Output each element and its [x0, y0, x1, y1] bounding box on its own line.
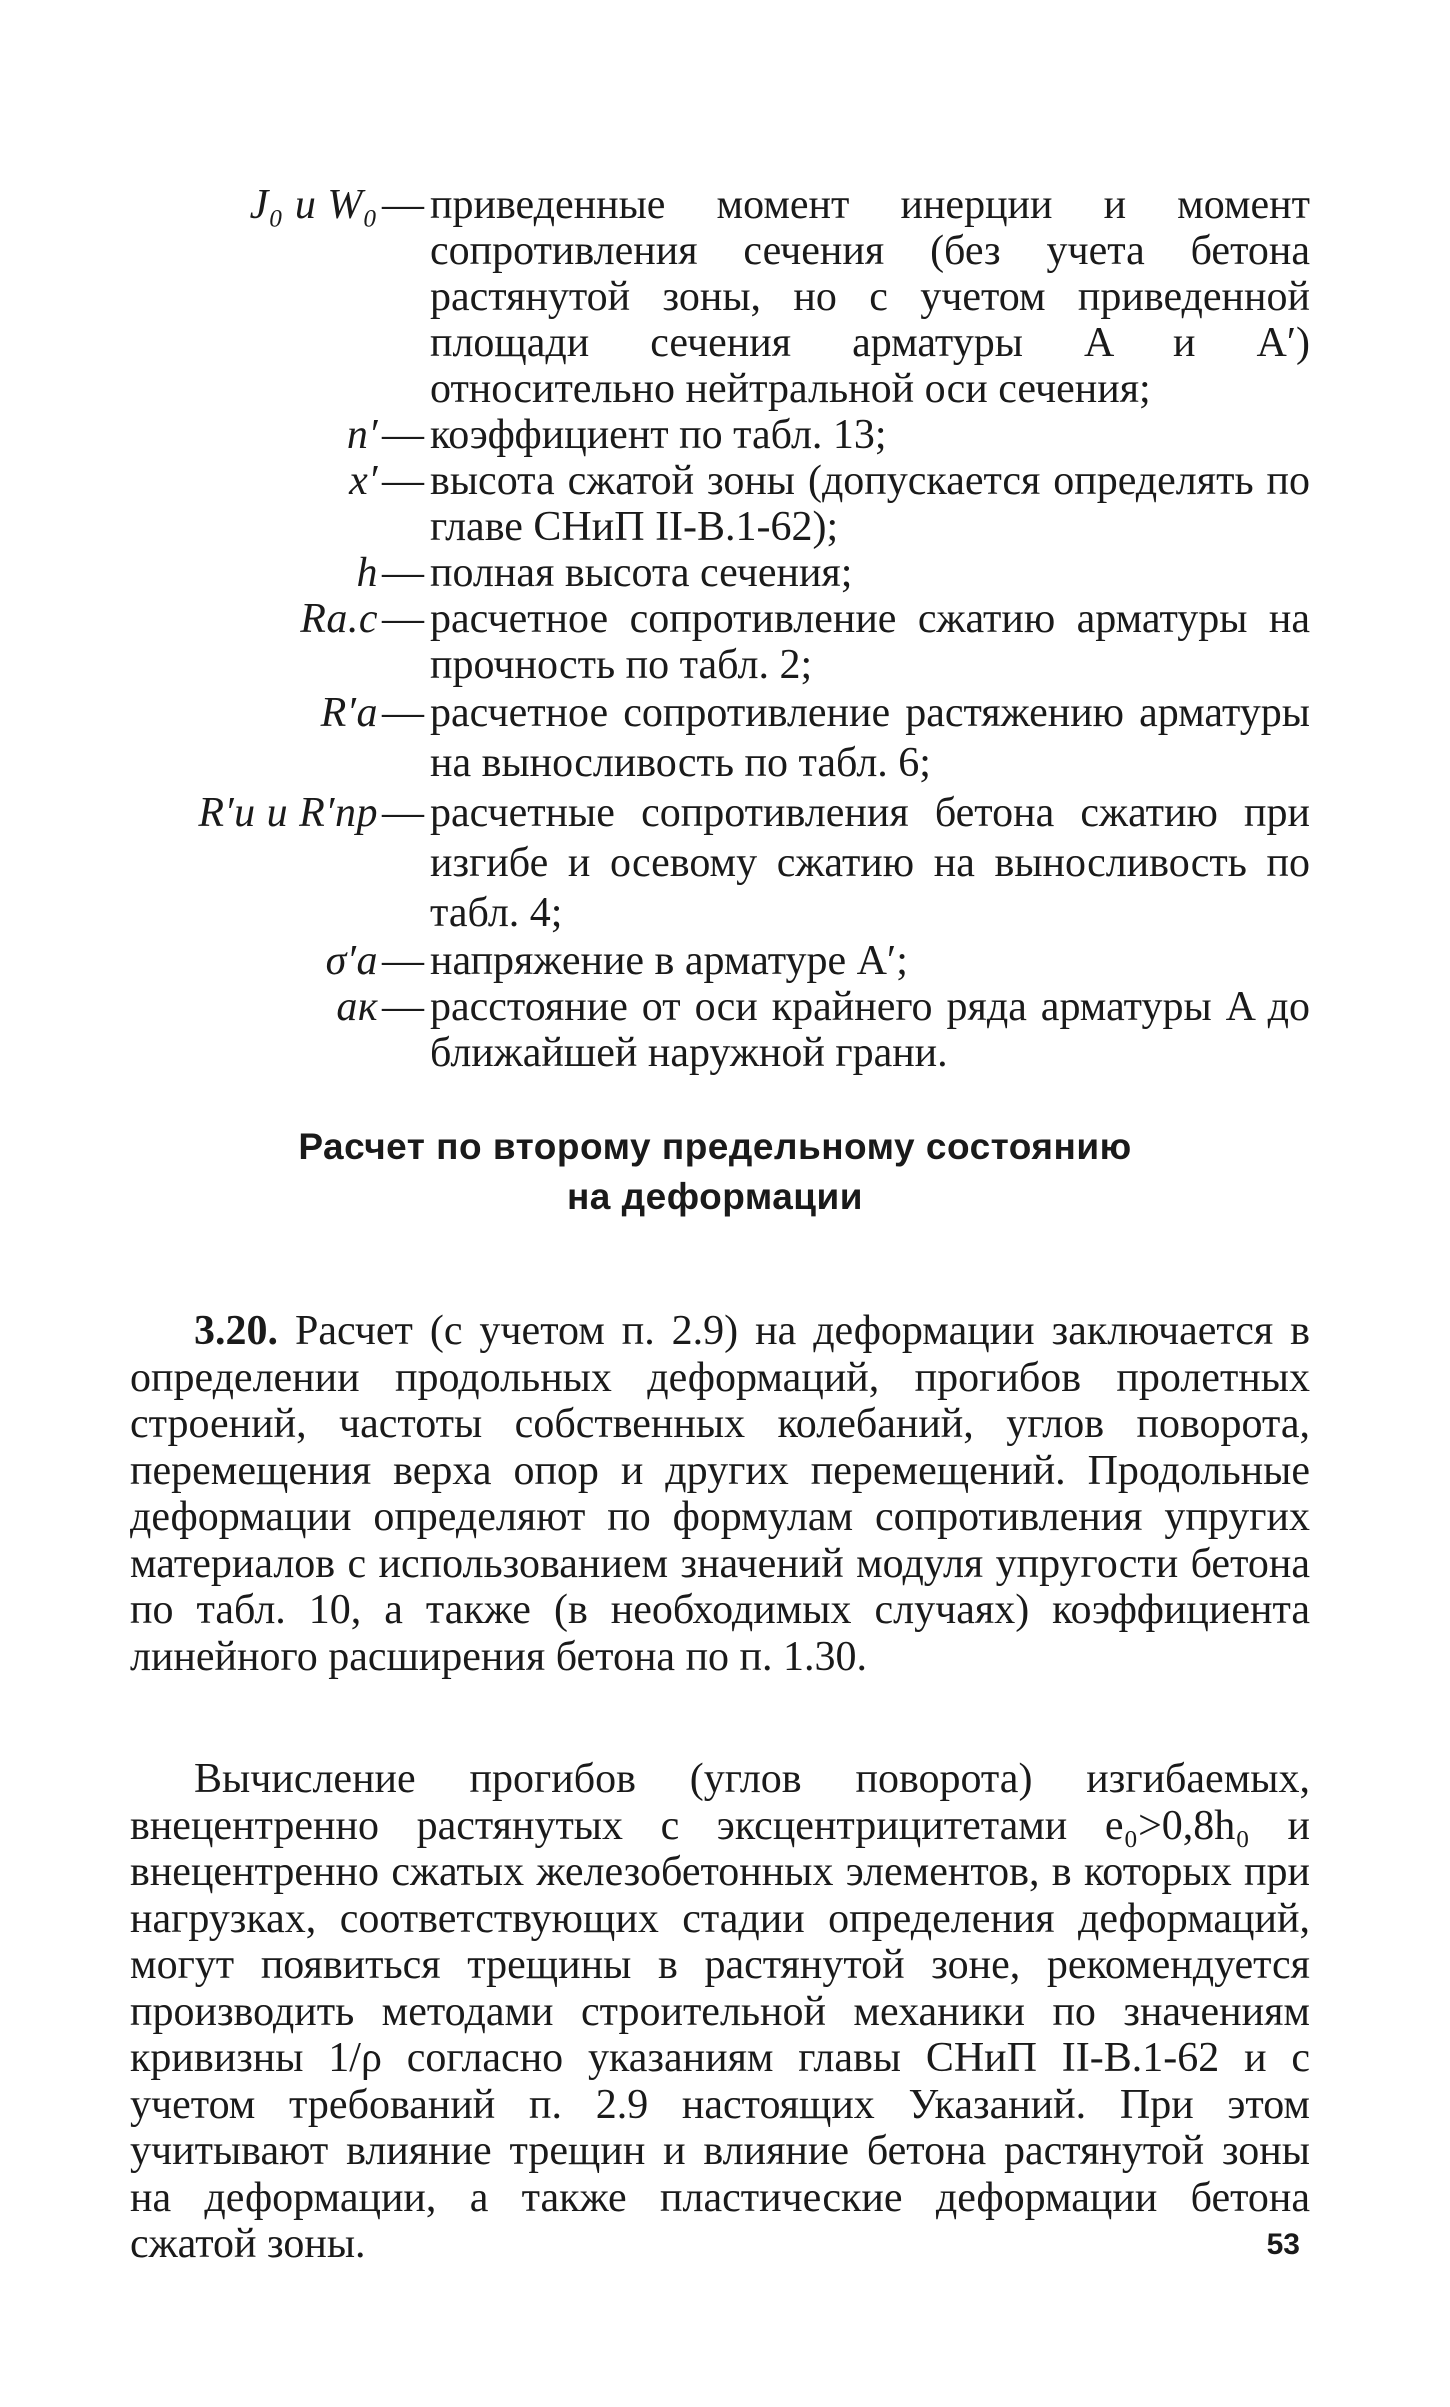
definition-item: [120, 550, 1310, 596]
definition-item: [120, 938, 1310, 984]
definition-term: Rа.с: [300, 596, 378, 642]
paragraph-text: Вычисление прогибов (углов поворота) изгибаемых, внецентренно растянутых с эксцентрицитетами e₀>0,8h₀ и внецентренно сжатых железобетонных элементов, в которых при нагрузках, соответствующих стадии определения деформаций, могут появиться трещины в растянутой зоне, рекомендуется производить методами строительной механики по значениям кривизны 1/ρ согласно указаниям главы СНиП II-В.1-62 и с учетом требований п. 2.9 настоящих Указаний. При этом учитывают влияние трещин и влияние бетона растянутой зоны на деформации, а также пластические деформации бетона сжатой зоны.: [130, 1756, 1310, 2267]
definition-term: R′а: [320, 690, 378, 736]
definition-dash: —: [382, 182, 424, 228]
definition-text: напряжение в арматуре A′;: [430, 938, 908, 984]
definition-dash: —: [382, 550, 424, 596]
definition-dash: —: [382, 412, 424, 458]
definition-text: высота сжатой зоны (допускается определять по главе СНиП II-В.1-62);: [430, 458, 1310, 550]
definition-term: J₀ и W₀: [249, 182, 378, 228]
paragraph-deflection: [130, 1756, 1310, 2268]
definition-dash: —: [382, 984, 424, 1030]
page-number: 53: [1266, 2228, 1300, 2261]
section-heading-line: Расчет по второму предельному состоянию: [298, 1126, 1132, 1167]
paragraph-number: 3.20.: [194, 1308, 278, 1354]
definition-dash: —: [382, 596, 424, 642]
definition-dash: —: [382, 458, 424, 504]
definition-text: приведенные момент инерции и момент сопротивления сечения (без учета бетона растянутой зоны, но с учетом приведенной площади сечения арматуры A и A′) относительно нейтральной оси сечения;: [430, 182, 1310, 412]
definition-item: [120, 596, 1310, 688]
definition-term: x′: [349, 458, 378, 504]
definition-dash: —: [382, 790, 424, 836]
definition-term: aк: [336, 984, 378, 1030]
paragraph-3-20: [130, 1308, 1310, 1680]
paragraph-text: Расчет (с учетом п. 2.9) на деформации заключается в определении продольных деформаций, прогибов пролетных строений, частоты собственных колебаний, углов поворота, перемещения верха опор и других перемещений. Продольные деформации определяют по формулам сопротивления упругих материалов с использованием значений модуля упругости бетона по табл. 10, а также (в необходимых случаях) коэффициента линейного расширения бетона по п. 1.30.: [130, 1308, 1311, 1680]
symbol-definitions-list: [120, 182, 1310, 1076]
definition-term: h: [356, 550, 378, 596]
definition-text: расчетное сопротивление растяжению арматуры на выносливость по табл. 6;: [430, 690, 1310, 786]
section-heading-line: на деформации: [566, 1176, 864, 1217]
definition-item: [120, 182, 1310, 412]
definition-text: полная высота сечения;: [430, 550, 853, 596]
definition-item: [120, 984, 1310, 1076]
definition-dash: —: [382, 938, 424, 984]
definition-item: [120, 788, 1310, 938]
definition-dash: —: [382, 690, 424, 736]
definition-item: [120, 412, 1310, 458]
definition-term: σ′а: [325, 938, 378, 984]
definition-text: расчетное сопротивление сжатию арматуры на прочность по табл. 2;: [430, 596, 1310, 688]
definition-term: R′и и R′пр: [198, 790, 378, 836]
definition-item: [120, 458, 1310, 550]
definition-text: расстояние от оси крайнего ряда арматуры A до ближайшей наружной грани.: [430, 984, 1310, 1076]
definition-item: [120, 688, 1310, 788]
definition-text: коэффициент по табл. 13;: [430, 412, 887, 458]
section-heading: [120, 1122, 1310, 1222]
definition-text: расчетные сопротивления бетона сжатию при изгибе и осевому сжатию на выносливость по табл. 4;: [430, 790, 1310, 936]
definition-term: n′: [346, 412, 378, 458]
